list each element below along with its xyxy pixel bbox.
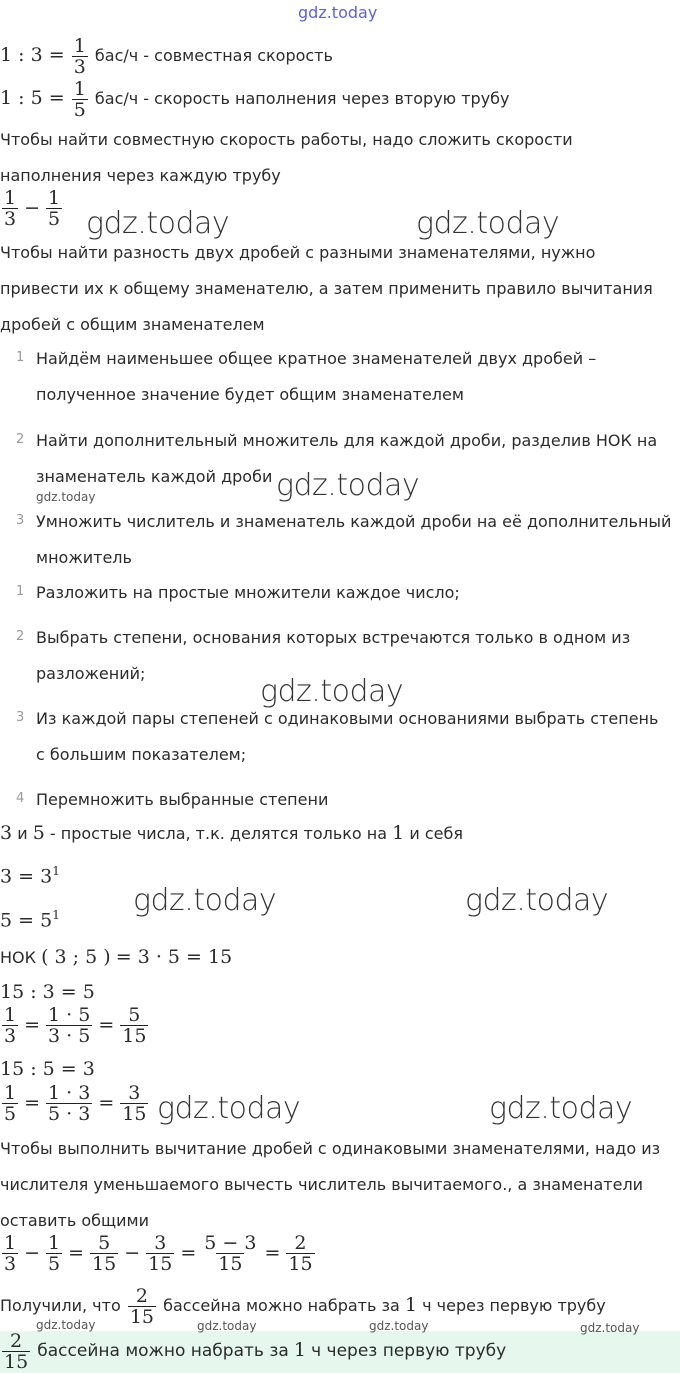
watermark: gdz.today: [369, 1319, 429, 1333]
fraction: $\frac{1 \cdot 3}{5 \cdot 3}$: [48, 1082, 91, 1125]
fraction: $\frac{5 - 3}{15}$: [204, 1232, 257, 1275]
paragraph-line: Чтобы выполнить вычитание дробей с одинаковыми знаменателями, надо из: [0, 1139, 661, 1158]
number: 1: [404, 1294, 418, 1316]
list-item-text: Умножить числитель и знаменатель каждой дроби на её дополнительный: [36, 512, 672, 531]
paragraph-line: числителя уменьшаемого вычесть числитель вычитаемого., а знаменатели: [0, 1175, 644, 1194]
fraction-conversion-1: $\frac{1}{3}$ = $\frac{1 \cdot 5}{3 \cdot 5}$ = $\frac{5}{15}$: [4, 1004, 147, 1047]
fraction: $\frac{2}{15}$: [288, 1232, 313, 1275]
number: 1: [392, 822, 405, 844]
equation: 1 : 5 =: [0, 87, 65, 109]
division-line: 15 : 3 = 5: [0, 981, 95, 1003]
fraction: $\frac{5}{15}$: [122, 1004, 147, 1047]
watermark: gdz.today: [36, 1318, 96, 1332]
nok-result: = 3 · 5 = 15: [115, 946, 233, 968]
fraction: $\frac{2}{15}$: [129, 1285, 155, 1328]
word: бассейна можно набрать за: [37, 1341, 289, 1361]
nok-label: НОК: [0, 948, 36, 967]
watermark: gdz.today: [416, 206, 560, 241]
fraction: $\frac{1}{3}$: [4, 187, 17, 230]
list-item-text: разложений;: [36, 664, 146, 683]
nok-line: [0, 946, 232, 968]
list-item-text: Найти дополнительный множитель для каждой дроби, разделив НОК на: [36, 431, 658, 450]
fraction: $\frac{1}{5}$: [48, 1232, 61, 1275]
word: ч через первую трубу: [311, 1341, 507, 1361]
word: Получили, что: [0, 1296, 121, 1315]
description: бас/ч - скорость наполнения через вторую трубу: [94, 89, 510, 108]
fraction: $\frac{1}{3}$: [73, 35, 86, 78]
speed-joint-line: [0, 36, 333, 77]
paragraph-line: дробей с общим знаменателем: [0, 315, 265, 334]
list-item-text: полученное значение будет общим знаменателем: [36, 385, 464, 404]
list-number: 2: [16, 629, 25, 644]
fraction: $\frac{1}{5}$: [73, 78, 86, 121]
fraction: $\frac{1}{5}$: [4, 1082, 17, 1125]
word: и: [17, 824, 28, 843]
list-item-text: Разложить на простые множители каждое число;: [36, 583, 460, 602]
factor-3: $3 = 3^1$: [0, 864, 60, 888]
watermark: gdz.today: [489, 1091, 633, 1126]
list-number: 3: [16, 513, 25, 528]
list-item-text: Из каждой пары степеней с одинаковыми основаниями выбрать степень: [36, 709, 659, 728]
list-number: 1: [16, 350, 25, 365]
word: и себя: [409, 824, 463, 843]
watermark: gdz.today: [276, 468, 420, 503]
list-number: 3: [16, 710, 25, 725]
watermark: gdz.today: [133, 883, 277, 918]
answer-line: [0, 1331, 506, 1372]
watermark: gdz.today: [86, 206, 230, 241]
speed-second-pipe-line: [0, 79, 510, 120]
fraction: $\frac{2}{15}$: [4, 1330, 29, 1373]
fraction: $\frac{1 \cdot 5}{3 \cdot 5}$: [48, 1004, 91, 1047]
paragraph-line: Чтобы найти совместную скорость работы, надо сложить скорости: [0, 130, 573, 149]
final-equation: $\frac{1}{3}$ − $\frac{1}{5}$ = $\frac{5}{15}$ − $\frac{3}{15}$ = $\frac{5 - 3}{15}$ = $\frac{2}{15}$: [4, 1232, 313, 1275]
fraction: $\frac{1}{3}$: [4, 1004, 17, 1047]
number: 3: [0, 822, 13, 844]
word: - простые числа, т.к. делятся только на: [49, 824, 388, 843]
list-number: 2: [16, 432, 25, 447]
watermark-top: gdz.today: [298, 3, 378, 22]
list-item-text: знаменатель каждой дроби: [36, 467, 273, 486]
watermark: gdz.today: [260, 674, 404, 709]
list-number: 1: [16, 584, 25, 599]
expression-difference: $\frac{1}{3}$ − $\frac{1}{5}$: [4, 187, 61, 230]
word: ч через первую трубу: [422, 1296, 606, 1315]
paragraph-line: оставить общими: [0, 1211, 149, 1230]
watermark: gdz.today: [36, 490, 96, 504]
word: бассейна можно набрать за: [163, 1296, 400, 1315]
watermark: gdz.today: [197, 1319, 257, 1333]
factor-5: $5 = 5^1$: [0, 908, 60, 932]
list-item-text: Найдём наименьшее общее кратное знаменателей двух дробей –: [36, 349, 597, 368]
fraction-conversion-2: $\frac{1}{5}$ = $\frac{1 \cdot 3}{5 \cdot 3}$ = $\frac{3}{15}$: [4, 1082, 147, 1125]
description: бас/ч - совместная скорость: [94, 46, 333, 65]
primes-line: [0, 822, 463, 844]
paragraph-line: Чтобы найти разность двух дробей с разными знаменателями, нужно: [0, 243, 596, 262]
division-line: 15 : 5 = 3: [0, 1058, 95, 1080]
fraction: $\frac{1}{5}$: [48, 187, 61, 230]
list-item-text: Выбрать степени, основания которых встречаются только в одном из: [36, 628, 631, 647]
fraction: $\frac{5}{15}$: [92, 1232, 117, 1275]
list-number: 4: [16, 791, 25, 806]
watermark: gdz.today: [157, 1091, 301, 1126]
watermark: gdz.today: [465, 883, 609, 918]
list-item-text: Перемножить выбранные степени: [36, 790, 329, 809]
fraction: $\frac{3}{15}$: [122, 1082, 147, 1125]
nok-args: ( 3 ; 5 ): [41, 946, 111, 968]
list-item-text: множитель: [36, 548, 132, 567]
number: 1: [293, 1339, 306, 1361]
equation: 1 : 3 =: [0, 44, 65, 66]
paragraph-line: привести их к общему знаменателю, а затем применить правило вычитания: [0, 279, 653, 298]
fraction: $\frac{3}{15}$: [148, 1232, 173, 1275]
watermark: gdz.today: [580, 1321, 640, 1335]
paragraph-line: наполнения через каждую трубу: [0, 166, 281, 185]
fraction: $\frac{1}{3}$: [4, 1232, 17, 1275]
number: 5: [32, 822, 45, 844]
list-item-text: с большим показателем;: [36, 745, 247, 764]
